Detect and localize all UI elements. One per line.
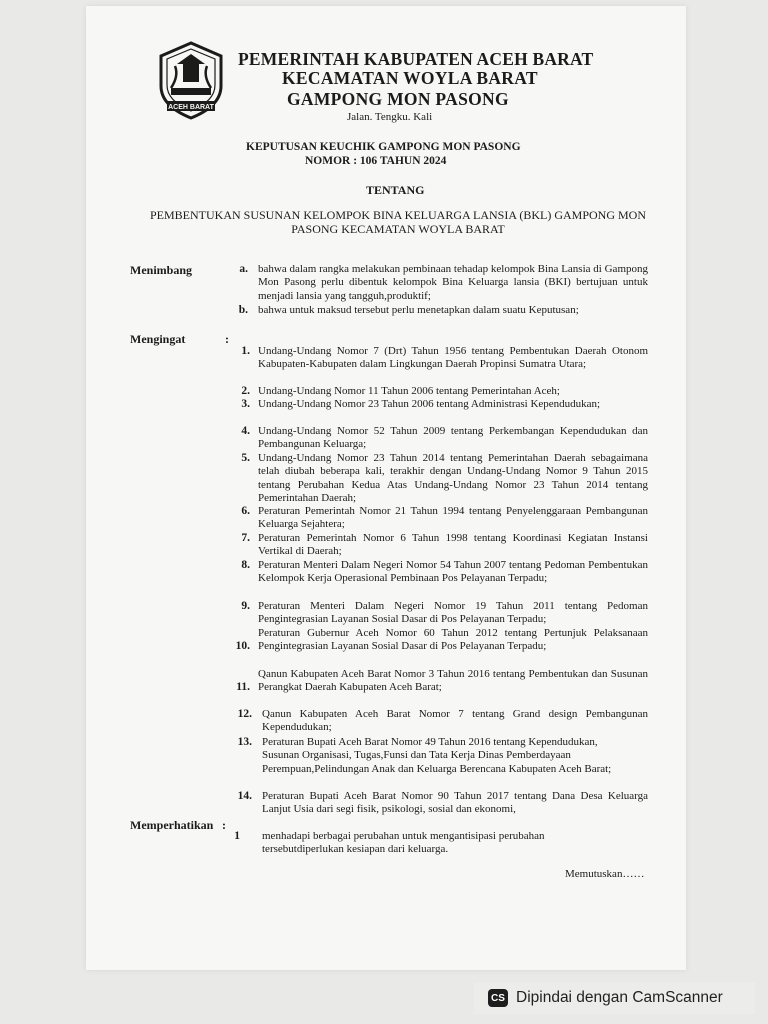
mengingat-14-text: Peraturan Bupati Aceh Barat Nomor 90 Tahun 2017 tentang Dana Desa Keluarga Lanjut Usia dari segi fisik, psikologi, sosial dan ekonomi, bbox=[262, 790, 648, 816]
mengingat-6-text: Peraturan Pemerintah Nomor 21 Tahun 1994 tentang Penyelenggaraan Pembangunan Keluarga Sejahtera; bbox=[258, 505, 648, 531]
menimbang-b-text: bahwa untuk maksud tersebut perlu menetapkan dalam suatu Keputusan; bbox=[258, 304, 579, 316]
letterhead-address: Jalan. Tengku. Kali bbox=[347, 111, 433, 123]
emblem-label: ACEH BARAT bbox=[168, 104, 214, 111]
mengingat-3-marker: 3. bbox=[241, 398, 250, 410]
mengingat-12-marker: 12. bbox=[237, 708, 252, 720]
memperhatikan-1-text: menhadapi berbagai perubahan untuk mengantisipasi perubahan tersebutdiperlukan kesiapan dari keluarga. bbox=[262, 830, 545, 856]
mengingat-2-text: Undang-Undang Nomor 11 Tahun 2006 tentang Pemerintahan Aceh; bbox=[258, 385, 560, 397]
decree-title: KEPUTUSAN KEUCHIK GAMPONG MON PASONG bbox=[246, 141, 521, 153]
mengingat-1-text: Undang-Undang Nomor 7 (Drt) Tahun 1956 tentang Pembentukan Daerah Otonom Kabupaten-Kabupaten dalam Lingkungan Daerah Propinsi Sumatra Utara; bbox=[258, 345, 648, 371]
decree-subject: PEMBENTUKAN SUSUNAN KELOMPOK BINA KELUARGA LANSIA (BKL) GAMPONG MON PASONG KECAMATAN WOYLA BARAT bbox=[149, 208, 647, 236]
mengingat-9-text: Peraturan Menteri Dalam Negeri Nomor 19 Tahun 2011 tentang Pedoman Pengintegrasian Layanan Sosial Dasar di Pos Pelayanan Terpadu; bbox=[258, 600, 648, 626]
mengingat-4-text: Undang-Undang Nomor 52 Tahun 2009 tentang Perkembangan Kependudukan dan Pembangunan Keluarga; bbox=[258, 425, 648, 451]
mengingat-2-marker: 2. bbox=[241, 385, 250, 397]
mengingat-colon: : bbox=[225, 332, 229, 346]
menimbang-b-marker: b. bbox=[238, 304, 248, 316]
menimbang-a-text: bahwa dalam rangka melakukan pembinaan tehadap kelompok Bina Lansia di Gampong Mon Pasong perlu dibentuk kelompok Bina Keluarga lansia (BKI) bertujuan untuk menjadi lansia yang tangguh,produktif; bbox=[258, 263, 648, 302]
mengingat-4-marker: 4. bbox=[241, 425, 250, 437]
aceh-barat-emblem-icon bbox=[155, 40, 227, 120]
memperhatikan-label: Memperhatikan bbox=[130, 818, 214, 832]
mengingat-13-marker: 13. bbox=[237, 736, 252, 748]
mengingat-11-marker: 11. bbox=[236, 681, 250, 693]
mengingat-8-marker: 8. bbox=[241, 559, 250, 571]
mengingat-12-text: Qanun Kabupaten Aceh Barat Nomor 7 tentang Grand design Pembangunan Kependudukan; bbox=[262, 708, 648, 734]
menimbang-label: Menimbang bbox=[130, 263, 193, 277]
mengingat-9-marker: 9. bbox=[241, 600, 250, 612]
mengingat-6-marker: 6. bbox=[241, 505, 250, 517]
mengingat-10-text: Peraturan Gubernur Aceh Nomor 60 Tahun 2012 tentang Pertunjuk Pelaksanaan Pengintegrasian Layanan Sosial Dasar di Pos Pelayanan Terpadu; bbox=[258, 627, 648, 653]
letterhead-line-3: GAMPONG MON PASONG bbox=[287, 89, 509, 109]
mengingat-14-marker: 14. bbox=[237, 790, 252, 802]
memperhatikan-colon: : bbox=[222, 818, 226, 832]
camscanner-logo-icon: CS bbox=[488, 989, 508, 1007]
menimbang-a-marker: a. bbox=[239, 263, 248, 275]
mengingat-1-marker: 1. bbox=[241, 345, 250, 357]
mengingat-8-text: Peraturan Menteri Dalam Negeri Nomor 54 Tahun 2007 tentang Pedoman Pembentukan Kelompok Kerja Operasional Pembinaan Pos Pelayanan Terpadu; bbox=[258, 559, 648, 585]
closing-text: Memutuskan…… bbox=[565, 868, 645, 880]
mengingat-11-text: Qanun Kabupaten Aceh Barat Nomor 3 Tahun 2016 tentang Pembentukan dan Susunan Perangkat Daerah Kabupaten Aceh Barat; bbox=[258, 668, 648, 694]
mengingat-7-marker: 7. bbox=[241, 532, 250, 544]
mengingat-5-marker: 5. bbox=[241, 452, 250, 464]
mengingat-13-text: Peraturan Bupati Aceh Barat Nomor 49 Tahun 2016 tentang Kependudukan, Susunan Organisasi, Tugas,Funsi dan Tata Kerja Dinas Pemberdayaan Perempuan,Pelindungan Anak dan Keluarga Berencana Kabupaten Aceh Barat; bbox=[262, 736, 612, 775]
camscanner-text: Dipindai dengan CamScanner bbox=[516, 989, 723, 1006]
mengingat-7-text: Peraturan Pemerintah Nomor 6 Tahun 1998 tentang Koordinasi Kegiatan Instansi Vertikal di Daerah; bbox=[258, 532, 648, 558]
mengingat-label: Mengingat bbox=[130, 332, 186, 346]
camscanner-badge bbox=[474, 982, 755, 1014]
letterhead-line-2: KECAMATAN WOYLA BARAT bbox=[282, 68, 538, 88]
mengingat-3-text: Undang-Undang Nomor 23 Tahun 2006 tentang Administrasi Kependudukan; bbox=[258, 398, 601, 410]
mengingat-5-text: Undang-Undang Nomor 23 Tahun 2014 tentang Pemerintahan Daerah sebagaimana telah diubah beberapa kali, terakhir dengan Undang-Undang Nomor 9 Tahun 2015 tentang Perubahan Kedua Atas Undang-Undang Nomor 23 Tahun 2014 tentang Pemerintahan Daerah; bbox=[258, 452, 648, 505]
decree-number: NOMOR : 106 TAHUN 2024 bbox=[305, 155, 447, 167]
mengingat-10-marker: 10. bbox=[235, 640, 250, 652]
letterhead-line-1: PEMERINTAH KABUPATEN ACEH BARAT bbox=[238, 49, 594, 69]
decree-about: TENTANG bbox=[366, 183, 425, 197]
memperhatikan-1-marker: 1 bbox=[234, 830, 240, 842]
